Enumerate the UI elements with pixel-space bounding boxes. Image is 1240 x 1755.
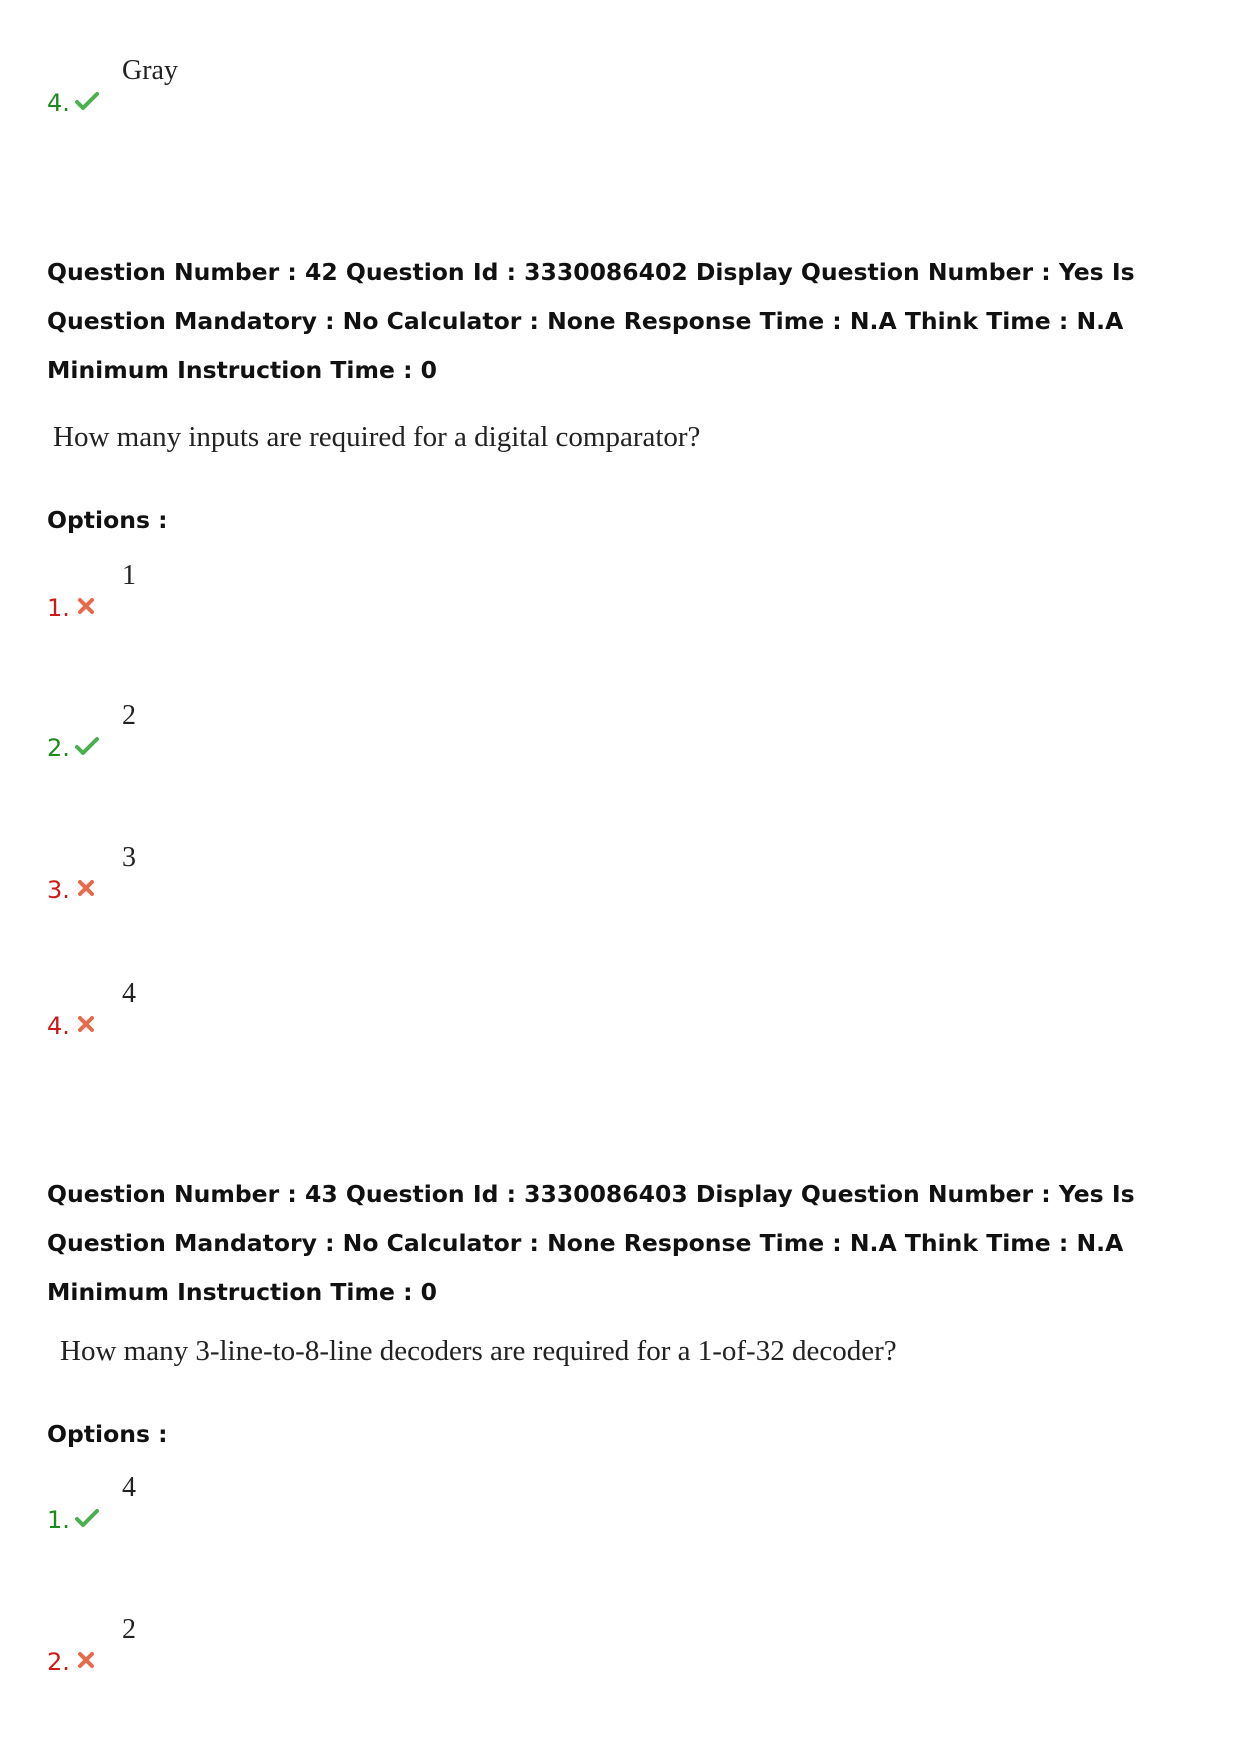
cross-icon xyxy=(75,1650,99,1670)
option-number: 3. xyxy=(47,876,70,904)
option-item xyxy=(47,1614,447,1676)
option-number: 2. xyxy=(47,1648,70,1676)
question-meta: Question Number : 43 Question Id : 3330086403 Display Question Number : Yes Is Question Mandatory : No Calculator : None Response Time : N.A Think Time : N.A Minimum Instruction Time : 0 xyxy=(47,1180,1135,1306)
options-label: Options : xyxy=(47,1420,168,1448)
check-icon xyxy=(75,736,99,756)
options-label: Options : xyxy=(47,506,168,534)
option-text: 4 xyxy=(122,978,136,1009)
option-text: 2 xyxy=(122,700,136,731)
option-text: 4 xyxy=(122,1472,136,1503)
option-item xyxy=(47,560,447,622)
option-item xyxy=(47,978,447,1040)
question-text: How many inputs are required for a digital comparator? xyxy=(53,421,701,453)
option-number: 4. xyxy=(47,1012,70,1040)
check-icon xyxy=(75,1508,99,1528)
option-item xyxy=(47,700,447,762)
option-number: 1. xyxy=(47,1506,70,1534)
option-text: 2 xyxy=(122,1614,136,1645)
option-item xyxy=(47,842,447,904)
option-number: 4. xyxy=(47,89,70,117)
option-item xyxy=(47,55,447,117)
cross-icon xyxy=(75,1014,99,1034)
question-text: How many 3-line-to-8-line decoders are required for a 1-of-32 decoder? xyxy=(60,1335,897,1367)
cross-icon xyxy=(75,878,99,898)
option-text: 3 xyxy=(122,842,136,873)
option-number: 2. xyxy=(47,734,70,762)
cross-icon xyxy=(75,596,99,616)
option-number: 1. xyxy=(47,594,70,622)
question-meta: Question Number : 42 Question Id : 3330086402 Display Question Number : Yes Is Question Mandatory : No Calculator : None Response Time : N.A Think Time : N.A Minimum Instruction Time : 0 xyxy=(47,258,1135,384)
option-text: Gray xyxy=(122,55,178,86)
check-icon xyxy=(75,91,99,111)
option-text: 1 xyxy=(122,560,136,591)
option-item xyxy=(47,1472,447,1534)
